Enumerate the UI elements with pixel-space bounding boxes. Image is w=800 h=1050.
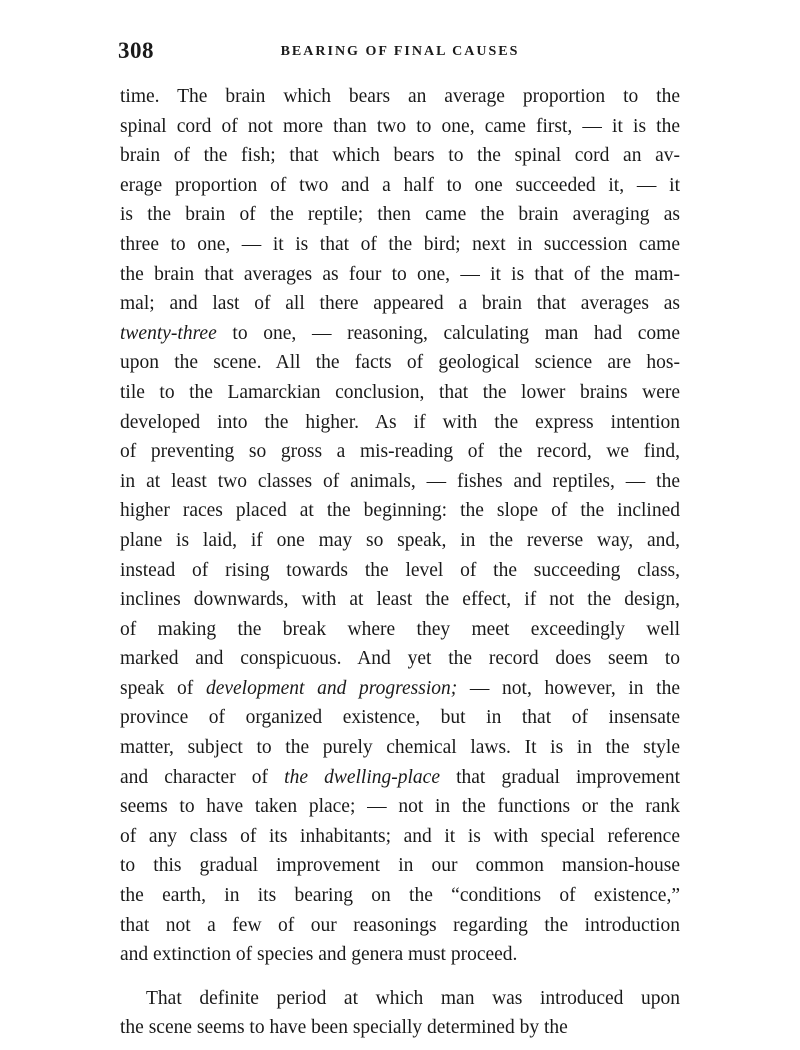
text-line (120, 260, 680, 290)
body-text (120, 82, 680, 1043)
text-run: in at least two classes of animals, — fishes and reptiles, — the (120, 470, 680, 492)
text-run: tile to the Lamarckian conclusion, that the lower brains were (120, 381, 680, 403)
text-run: and extinction of species and genera must proceed. (120, 944, 518, 966)
running-title: BEARING OF FINAL CAUSES (280, 44, 520, 59)
running-head (118, 38, 682, 68)
text-line (120, 674, 680, 704)
text-line (120, 496, 680, 526)
text-line (120, 378, 680, 408)
page-number: 308 (118, 38, 154, 63)
text-run: and character of (120, 766, 285, 788)
text-run: upon the scene. All the facts of geological science are hos- (120, 352, 680, 374)
text-run: the earth, in its bearing on the “conditions of existence,” (120, 885, 680, 907)
text-line (120, 615, 680, 645)
text-line (120, 763, 680, 793)
text-run: that not a few of our reasonings regarding the introduction (120, 914, 680, 936)
text-line (120, 984, 680, 1014)
text-run: erage proportion of two and a half to one succeeded it, — it (120, 174, 680, 196)
text-line (120, 585, 680, 615)
text-line (120, 467, 680, 497)
italic-text: the dwelling-place (284, 766, 440, 788)
text-line (120, 112, 680, 142)
text-run: time. The brain which bears an average proportion to the (120, 86, 680, 107)
text-line (120, 348, 680, 378)
text-line (120, 940, 680, 970)
text-run: spinal cord of not more than two to one, came first, — it is the (120, 115, 680, 137)
italic-text: development and progression; (205, 677, 458, 699)
text-line (120, 703, 680, 733)
text-run: of preventing so gross a mis-reading of the record, we find, (120, 441, 680, 463)
text-line (120, 171, 680, 201)
text-run: is the brain of the reptile; then came the brain averaging as (120, 204, 680, 226)
text-run: that gradual improvement (439, 766, 680, 788)
text-line (120, 1013, 680, 1043)
text-line (120, 408, 680, 438)
text-line (120, 319, 680, 349)
text-run: higher races placed at the beginning: the slope of the inclined (120, 500, 680, 522)
text-run: of making the break where they meet exceedingly well (120, 618, 680, 640)
text-line (120, 230, 680, 260)
text-run: province of organized existence, but in that of insensate (120, 707, 680, 729)
paragraph-gap (120, 970, 680, 984)
text-run: speak of (120, 677, 206, 699)
text-line (120, 141, 680, 171)
text-run: matter, subject to the purely chemical laws. It is in the style (120, 737, 680, 759)
text-line (120, 644, 680, 674)
text-line (120, 851, 680, 881)
text-run: instead of rising towards the level of the succeeding class, (120, 559, 680, 581)
text-run: mal; and last of all there appeared a brain that averages as (120, 293, 680, 315)
text-line (120, 437, 680, 467)
italic-text: twenty-three (120, 322, 217, 344)
text-run: of any class of its inhabitants; and it is with special reference (120, 825, 680, 847)
paragraph (120, 984, 680, 1043)
text-line (120, 526, 680, 556)
text-line (120, 881, 680, 911)
text-line (120, 289, 680, 319)
text-line (120, 792, 680, 822)
text-line (120, 822, 680, 852)
text-run: That definite period at which man was introduced upon (146, 987, 680, 1009)
text-line (120, 200, 680, 230)
text-line (120, 82, 680, 112)
text-run: inclines downwards, with at least the effect, if not the design, (120, 589, 680, 611)
text-run: brain of the fish; that which bears to the spinal cord an av- (120, 145, 680, 167)
text-run: developed into the higher. As if with the express intention (120, 411, 680, 433)
text-run: — not, however, in the (457, 677, 680, 699)
text-run: the brain that averages as four to one, — it is that of the mam- (120, 263, 680, 285)
text-line (120, 556, 680, 586)
text-run: to one, — reasoning, calculating man had come (216, 322, 680, 344)
text-run: seems to have taken place; — not in the functions or the rank (120, 796, 680, 818)
paragraph (120, 82, 680, 970)
text-run: to this gradual improvement in our common mansion-house (120, 855, 680, 877)
text-line (120, 911, 680, 941)
text-run: marked and conspicuous. And yet the record does seem to (120, 648, 680, 670)
text-run: plane is laid, if one may so speak, in the reverse way, and, (120, 529, 680, 551)
text-run: three to one, — it is that of the bird; next in succession came (120, 233, 680, 255)
text-line (120, 733, 680, 763)
text-run: the scene seems to have been specially determined by the (120, 1017, 568, 1039)
